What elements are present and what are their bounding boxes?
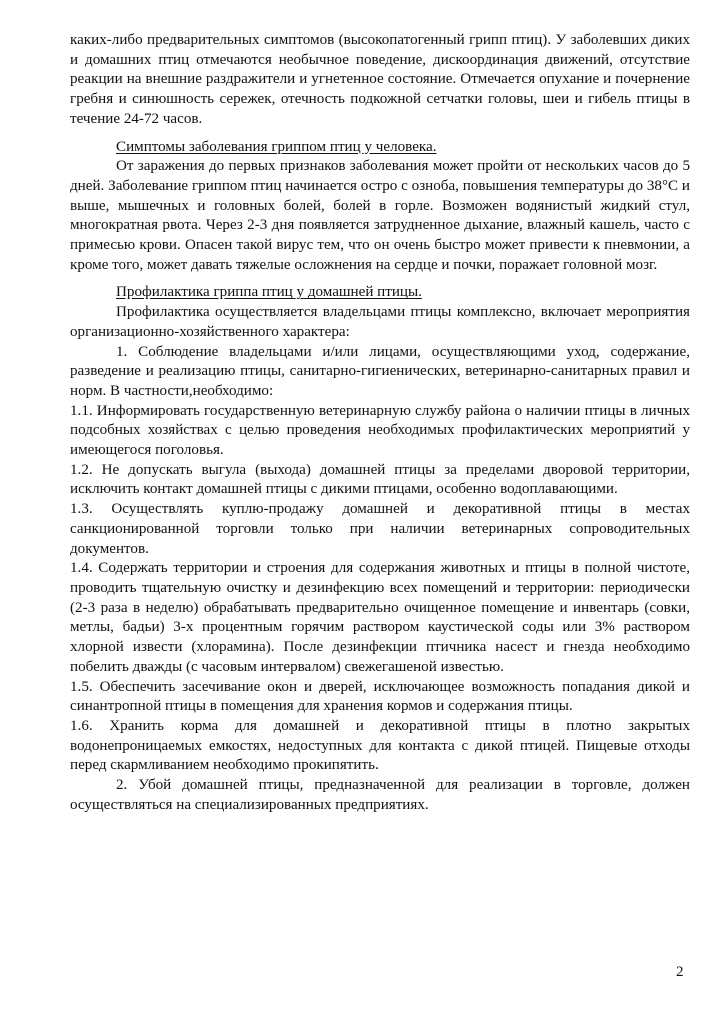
paragraph-prevention-intro: Профилактика осуществляется владельцами птицы комплексно, включает мероприятия организационно-хозяйственного характера: — [70, 304, 690, 340]
paragraph-intro: каких-либо предварительных симптомов (высокопатогенный грипп птиц). У заболевших диких и домашних птиц отмечаются необычное поведение, дискоординация движений, отсутствие реакции на внешние раздражители и угнетенное состояние. Отмечается опухание и почернение гребня и синюшность сережек, отечность подкожной сетчатки головы, шеи и гибель птицы в течение 24-72 часов. — [70, 32, 690, 127]
paragraph-human-symptoms: От заражения до первых признаков заболевания может пройти от нескольких часов до 5 дней. Заболевание гриппом птиц начинается остро с озноба, повышения температуры до 38°С и выше, мышечных и головных болей, болей в горле. Возможен водянистый жидкий стул, многократная рвота. Через 2-3 дня появляется затрудненное дыхание, влажный кашель, часто с примесью крови. Опасен такой вирус тем, что он очень быстро может привести к пневмонии, а кроме того, может давать тяжелые осложнения на сердце и почки, поражает головной мозг. — [70, 158, 690, 273]
list-item-2: 2. Убой домашней птицы, предназначенной для реализации в торговле, должен осуществляться на специализированных предприятиях. — [70, 777, 690, 813]
list-item-1-4: 1.4. Содержать территории и строения для содержания животных и птицы в полной чистоте, проводить тщательную очистку и дезинфекцию всех помещений и территории: периодически (2-3 раза в неделю) обрабатывать предварительно очищенное помещение и инвентарь (совки, метлы, бадьи) 3-х процентным горячим раствором каустической соды или 3% раствором хлорной извести (хлорамина). После дезинфекции птичника насест и гнезда необходимо побелить дважды (с часовым интервалом) свежегашеной известью. — [70, 560, 690, 675]
document-body — [70, 31, 690, 815]
list-item-1-2: 1.2. Не допускать выгула (выхода) домашней птицы за пределами дворовой территории, исключить контакт домашней птицы с дикими птицами, особенно водоплавающими. — [70, 461, 690, 498]
heading-text: Профилактика гриппа птиц у домашней птицы. — [116, 284, 422, 301]
list-item-1: 1. Соблюдение владельцами и/или лицами, осуществляющими уход, содержание, разведение и реализацию птицы, санитарно-гигиенических, ветеринарно-санитарных правил и норм. В частности,необходимо: — [70, 343, 690, 399]
section-heading-prevention — [70, 283, 690, 303]
page-number: 2 — [676, 964, 684, 980]
list-item-1-1: 1.1. Информировать государственную ветеринарную службу района о наличии птицы в личных подсобных хозяйствах с целью проведения необходимых профилактических мероприятий у имеющегося поголовья. — [70, 402, 690, 459]
section-heading-human-symptoms — [70, 138, 690, 158]
heading-text: Симптомы заболевания гриппом птиц у человека. — [116, 138, 437, 155]
list-item-1-6: 1.6. Хранить корма для домашней и декоративной птицы в плотно закрытых водонепроницаемых емкостях, недоступных для контакта с дикой птицей. Пищевые отходы перед скармливанием необходимо прокипятить. — [70, 717, 690, 774]
list-item-1-5: 1.5. Обеспечить засечивание окон и дверей, исключающее возможность попадания дикой и синантропной птицы в помещения для хранения кормов и содержания птицы. — [70, 678, 690, 715]
list-item-1-3: 1.3. Осуществлять куплю-продажу домашней и декоративной птицы в местах санкционированной торговли только при наличии ветеринарных сопроводительных документов. — [70, 501, 690, 557]
